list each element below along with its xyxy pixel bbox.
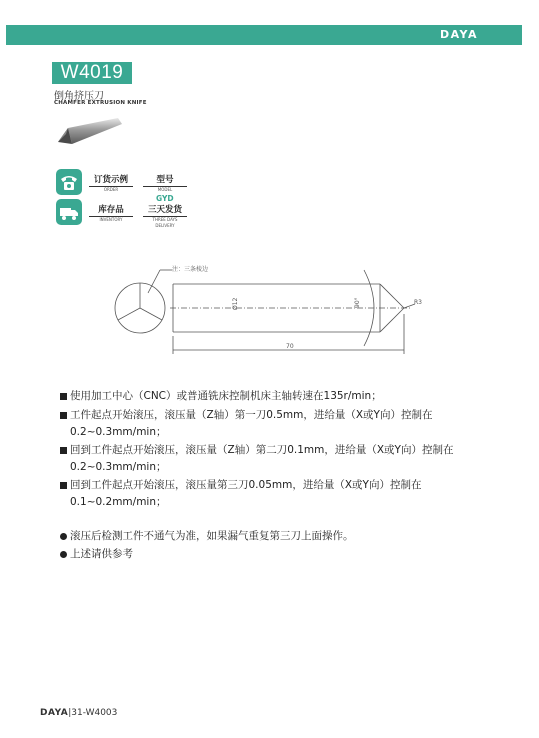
note-item: [60, 546, 480, 565]
instruction-text: 使用加工中心（CNC）或普通铣床控制机床主轴转速在135r/min；: [70, 390, 382, 402]
inventory-label: 库存品: [98, 205, 124, 215]
brand-logo: DAYA: [439, 28, 478, 41]
page-footer: DAYA|31-W4003: [40, 708, 118, 718]
drawing-note: 注：三条棱边: [172, 266, 209, 273]
instruction-text: 回到工件起点开始滚压，滚压量（Z轴）第二刀0.1mm，进给量（X或Y向）控制在: [70, 443, 454, 456]
square-bullet-icon: [60, 407, 70, 442]
dot-bullet-icon: [60, 528, 70, 547]
header-bar: [6, 25, 522, 45]
model-title: W4019: [52, 62, 132, 84]
square-bullet-icon: [60, 442, 70, 477]
order-label-en: ORDER: [89, 186, 133, 193]
inventory-label-en: INVENTORY: [89, 216, 133, 223]
note-text: 滚压后检测工件不通气为准，如果漏气重复第三刀上面操作。: [70, 529, 354, 542]
instruction-item: [60, 477, 480, 512]
inventory-cell: [89, 205, 133, 223]
instruction-text: 0.2~0.3mm/min；: [70, 426, 167, 438]
footer-brand: DAYA: [40, 708, 69, 718]
instruction-text: 0.2~0.3mm/min；: [70, 461, 167, 473]
note-item: [60, 528, 480, 547]
model-value: GYD: [156, 194, 174, 203]
instruction-text: 回到工件起点开始滚压，滚压量第三刀0.05mm，进给量（X或Y向）控制在: [70, 478, 422, 491]
instruction-text: 0.1~0.2mm/min；: [70, 496, 167, 508]
drawing-length: 70: [286, 343, 294, 350]
note-text: 上述请供参考: [70, 548, 133, 560]
order-example-cell: [89, 175, 133, 193]
instructions-list: [60, 388, 480, 565]
delivery-cell: [143, 205, 187, 229]
model-cell: [143, 175, 187, 193]
model-label: 型号: [156, 175, 174, 185]
instruction-item: [60, 407, 480, 442]
phone-icon: [56, 169, 82, 195]
instruction-item: [60, 388, 480, 407]
order-label: 订货示例: [93, 175, 128, 185]
instruction-text: 工件起点开始滚压，滚压量（Z轴）第一刀0.5mm，进给量（X或Y向）控制在: [70, 408, 433, 421]
drawing-diameter: Ø12: [232, 297, 239, 310]
tool-image: [54, 112, 124, 156]
dot-bullet-icon: [60, 546, 70, 565]
delivery-label-en: THREE DAYS DELIVERY: [143, 216, 187, 229]
model-label-en: MODEL: [143, 186, 187, 193]
drawing-angle: 90°: [354, 297, 361, 308]
square-bullet-icon: [60, 388, 70, 407]
delivery-label: 三天发货: [147, 205, 182, 215]
technical-drawing: [110, 258, 440, 368]
footer-page-number: 31-W4003: [71, 708, 118, 718]
product-name-en: CHAMFER EXTRUSION KNIFE: [54, 100, 147, 106]
drawing-tip-radius: R3: [414, 299, 422, 306]
product-name-cn: 倒角挤压刀: [54, 91, 104, 102]
square-bullet-icon: [60, 477, 70, 512]
instruction-item: [60, 442, 480, 477]
truck-icon: [56, 199, 82, 225]
